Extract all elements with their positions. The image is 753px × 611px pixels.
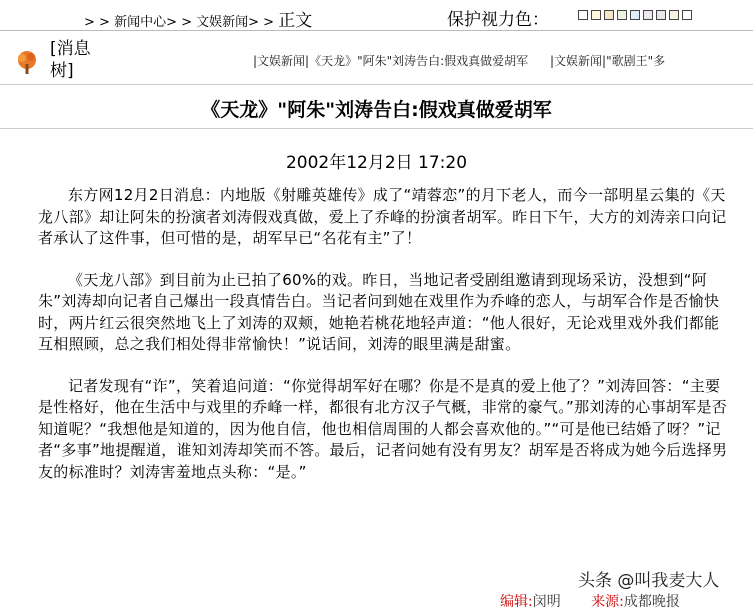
article-date: 2002年12月2日 17:20: [285, 153, 468, 173]
related-news-item[interactable]: |文娱新闻|《天龙》"阿朱"刘涛告白:假戏真做爱胡军: [253, 54, 529, 68]
divider: [0, 128, 753, 129]
color-swatch[interactable]: [630, 10, 640, 20]
breadcrumb-link-entertainment[interactable]: 文娱新闻: [196, 15, 249, 30]
color-swatch[interactable]: [643, 10, 653, 20]
article-footer: [500, 591, 680, 611]
divider: [0, 84, 753, 85]
editor-label: 编辑:: [500, 594, 533, 610]
color-swatch[interactable]: [656, 10, 666, 20]
related-news-item[interactable]: |文娱新闻|"歌剧王"多: [550, 54, 666, 68]
breadcrumb-link-news-center[interactable]: 新闻中心: [114, 15, 167, 30]
article-paragraph: 《天龙八部》到目前为止已拍了60%的戏。昨日，当地记者受剧组邀请到现场采访，没想到“阿朱”刘涛却向记者自己爆出一段真情告白。当记者问到她在戏里作为乔峰的恋人，与胡军合作是否愉快时，两片红云很突然地飞上了刘涛的双颊，她艳若桃花地轻声道：“他人很好，无论戏里戏外我们都能互相照顾，总之我们相处得非常愉快！”说话间，刘涛的眼里满是甜蜜。: [38, 270, 720, 353]
article-body: [38, 185, 728, 503]
breadcrumb-prefix: > >: [84, 15, 115, 30]
color-swatch[interactable]: [617, 10, 627, 20]
watermark: 头条 @叫我麦大人: [578, 571, 720, 591]
tree-logo-icon: [14, 50, 40, 76]
article-paragraph: 东方网12月2日消息：内地版《射雕英雄传》成了“靖蓉恋”的月下老人，而今一部明星云集的《天龙八部》却让阿朱的扮演者刘涛假戏真做，爱上了乔峰的扮演者胡军。昨日下午，大方的刘涛亲口向记者承认了这件事，但可惜的是，胡军早已“名花有主”了！: [38, 186, 727, 247]
color-swatch[interactable]: [669, 10, 679, 20]
related-news-ticker: [253, 52, 665, 69]
eye-care-color-picker: [578, 10, 692, 20]
source-name: 成都晚报: [623, 594, 680, 610]
message-tree-link[interactable]: [消息树]: [50, 39, 91, 81]
breadcrumb-current: 正文: [278, 11, 313, 31]
top-bar: [0, 0, 753, 31]
source-label: 来源:: [591, 594, 624, 610]
color-swatch[interactable]: [578, 10, 588, 20]
article-title: 《天龙》"阿朱"刘涛告白:假戏真做爱胡军: [201, 99, 552, 121]
editor-name: 闵明: [532, 594, 561, 610]
breadcrumb-separator: > >: [166, 15, 197, 30]
color-swatch[interactable]: [591, 10, 601, 20]
breadcrumb-separator: > >: [248, 15, 279, 30]
article-paragraph: 记者发现有“诈”，笑着追问道：“你觉得胡军好在哪？你是不是真的爱上他了？”刘涛回答：“主要是性格好，他在生活中与戏里的乔峰一样，都很有北方汉子气概，非常的豪气。”那刘涛的心事胡军是否知道呢？“我想他是知道的，因为他自信，他也相信周围的人都会喜欢他的。”“可是他已结婚了呀？”记者“多事”地提醒道，谁知刘涛却笑而不答。最后，记者问她有没有男友？胡军是否将成为她今后选择男友的标准时？刘涛害羞地点头称：“是。”: [38, 376, 728, 481]
eye-care-label: 保护视力色：: [447, 10, 549, 30]
color-swatch[interactable]: [604, 10, 614, 20]
color-swatch[interactable]: [682, 10, 692, 20]
breadcrumb: [84, 6, 312, 31]
